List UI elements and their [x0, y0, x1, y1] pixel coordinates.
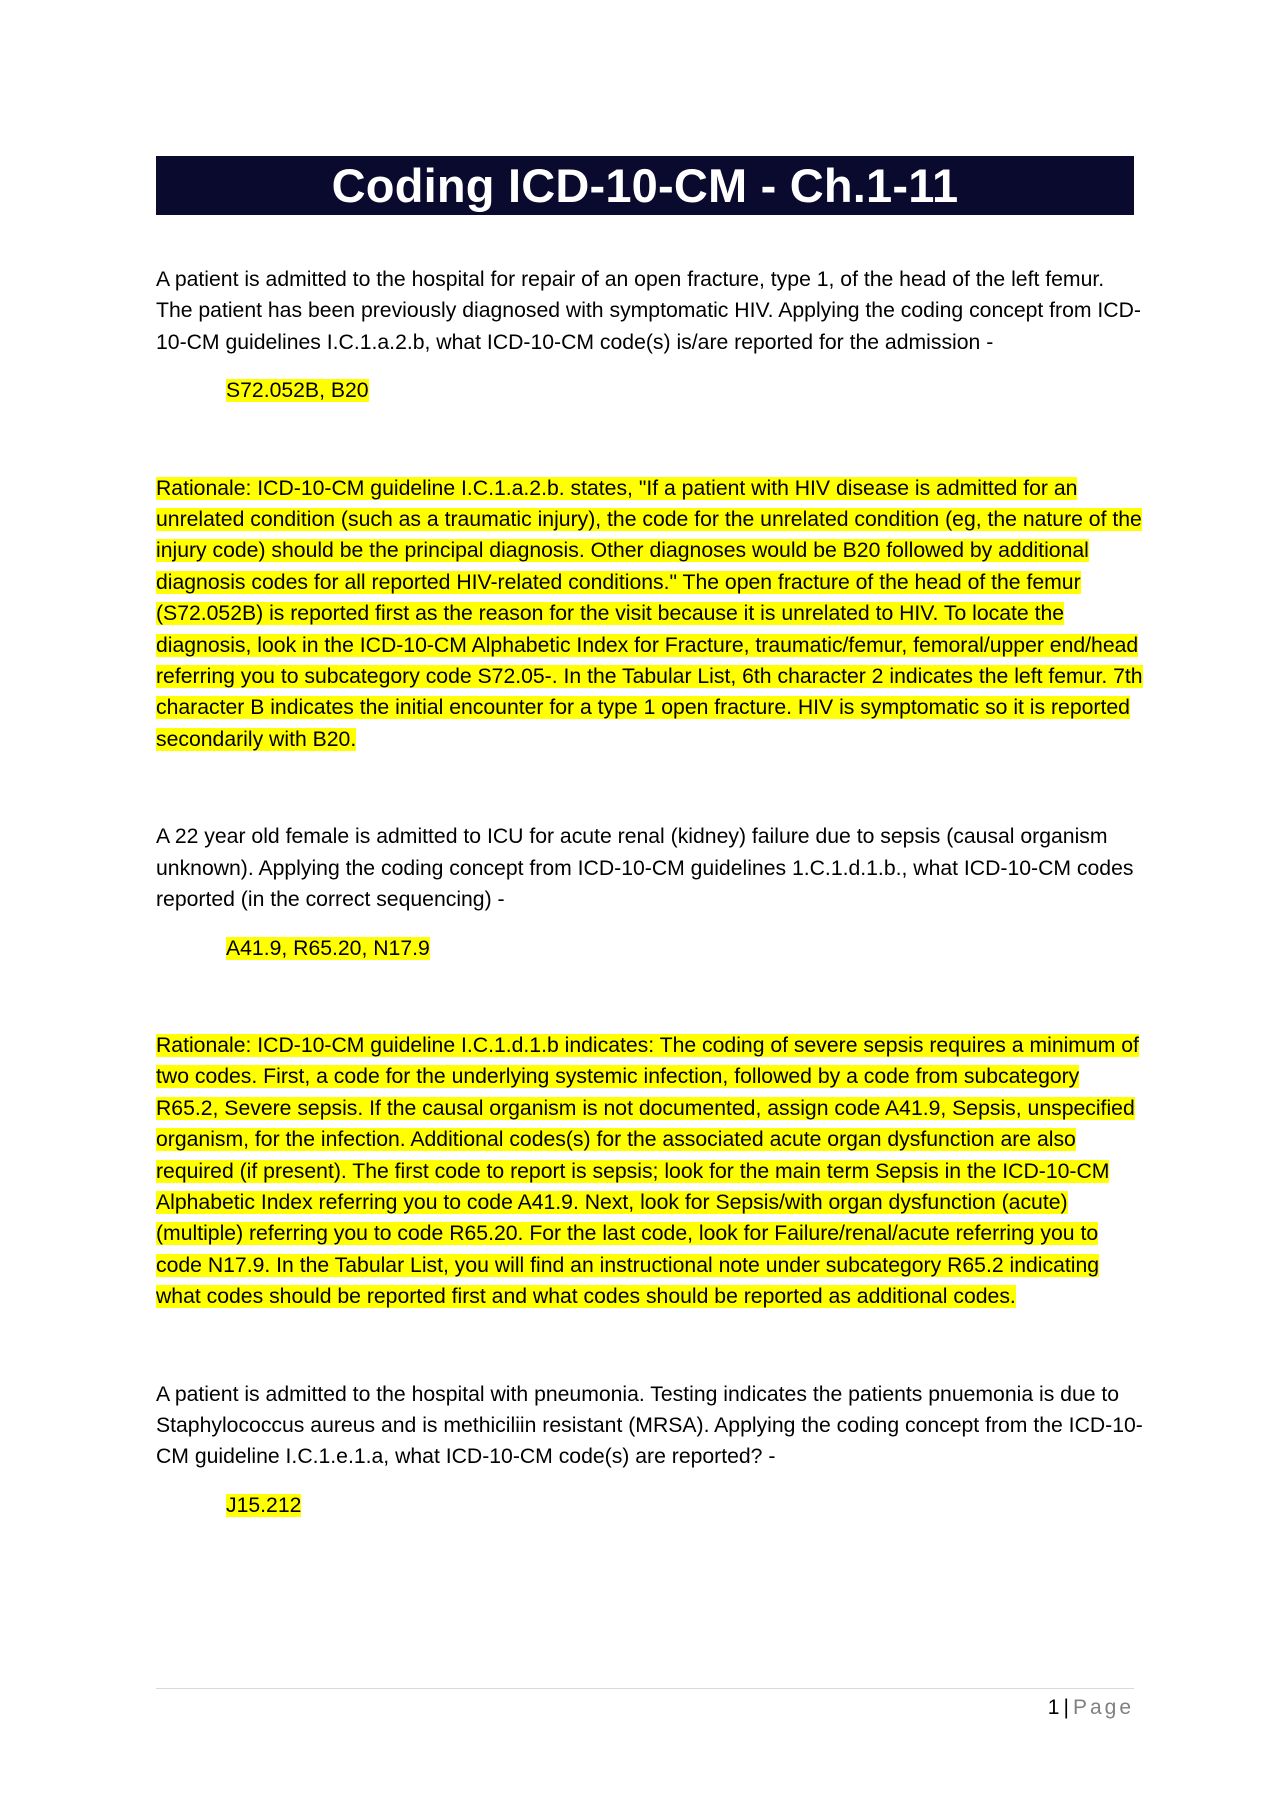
- document-title: Coding ICD-10-CM - Ch.1-11: [156, 156, 1134, 215]
- page-number: 1: [1047, 1696, 1060, 1719]
- answer-text: [226, 933, 1146, 964]
- footer-separator: |: [1063, 1696, 1069, 1719]
- question-text: A 22 year old female is admitted to ICU for acute renal (kidney) failure due to sepsis (causal organism unknown). Applying the coding concept from ICD-10-CM guidelines 1.C.1.d.1.b., what ICD-10-CM codes reported (in the correct sequencing) -: [156, 825, 1134, 912]
- answer-highlight: J15.212: [226, 1493, 302, 1517]
- document-page: [156, 0, 1143, 1811]
- answer-highlight: S72.052B, B20: [226, 379, 369, 403]
- qa-item-3: [156, 1379, 1146, 1522]
- page-footer: [1048, 1693, 1134, 1723]
- answer-highlight: A41.9, R65.20, N17.9: [226, 936, 430, 960]
- rationale-highlight: Rationale: ICD-10-CM guideline I.C.1.a.2.b. states, "If a patient with HIV disease is admitted for an unrelated condition (such as a traumatic injury), the code for the unrelated condition (eg, the nature of the injury code) should be the principal diagnosis. Other diagnoses would be B20 followed by additional diagnosis codes for all reported HIV-related conditions." The open fracture of the head of the femur (S72.052B) is reported first as the reason for the visit because it is unrelated to HIV. To locate the diagnosis, look in the ICD-10-CM Alphabetic Index for Fracture, traumatic/femur, femoral/upper end/head referring you to subcategory code S72.05-. In the Tabular List, 6th character 2 indicates the left femur. 7th character B indicates the initial encounter for a type 1 open fracture. HIV is symptomatic so it is reported secondarily with B20.: [156, 476, 1143, 751]
- footer-divider: [156, 1688, 1134, 1689]
- rationale-highlight: Rationale: ICD-10-CM guideline I.C.1.d.1.b indicates: The coding of severe sepsis requires a minimum of two codes. First, a code for the underlying systemic infection, followed by a code from subcategory R65.2, Severe sepsis. If the causal organism is not documented, assign code A41.9, Sepsis, unspecified organism, for the infection. Additional codes(s) for the associated acute organ dysfunction are also required (if present). The first code to report is sepsis; look for the main term Sepsis in the ICD-10-CM Alphabetic Index referring you to code A41.9. Next, look for Sepsis/with organ dysfunction (acute) (multiple) referring you to code R65.20. For the last code, look for Failure/renal/acute referring you to code N17.9. In the Tabular List, you will find an instructional note under subcategory R65.2 indicating what codes should be reported first and what codes should be reported as additional codes.: [156, 1033, 1139, 1309]
- rationale-text: [156, 1030, 1146, 1313]
- page-label: Page: [1072, 1696, 1134, 1719]
- answer-text: [226, 1490, 1146, 1521]
- question-text: A patient is admitted to the hospital for repair of an open fracture, type 1, of the head of the left femur. The patient has been previously diagnosed with symptomatic HIV. Applying the coding concept from ICD-10-CM guidelines I.C.1.a.2.b, what ICD-10-CM code(s) is/are reported for the admission -: [156, 268, 1141, 354]
- qa-item-2: [156, 821, 1146, 1312]
- answer-text: [226, 375, 1146, 406]
- document-body: [156, 264, 1146, 1521]
- rationale-text: [156, 473, 1146, 756]
- question-text: A patient is admitted to the hospital with pneumonia. Testing indicates the patients pnuemonia is due to Staphylococcus aureus and is methiciliin resistant (MRSA). Applying the coding concept from the ICD-10-CM guideline I.C.1.e.1.a, what ICD-10-CM code(s) are reported? -: [156, 1382, 1143, 1469]
- qa-item-1: [156, 264, 1146, 755]
